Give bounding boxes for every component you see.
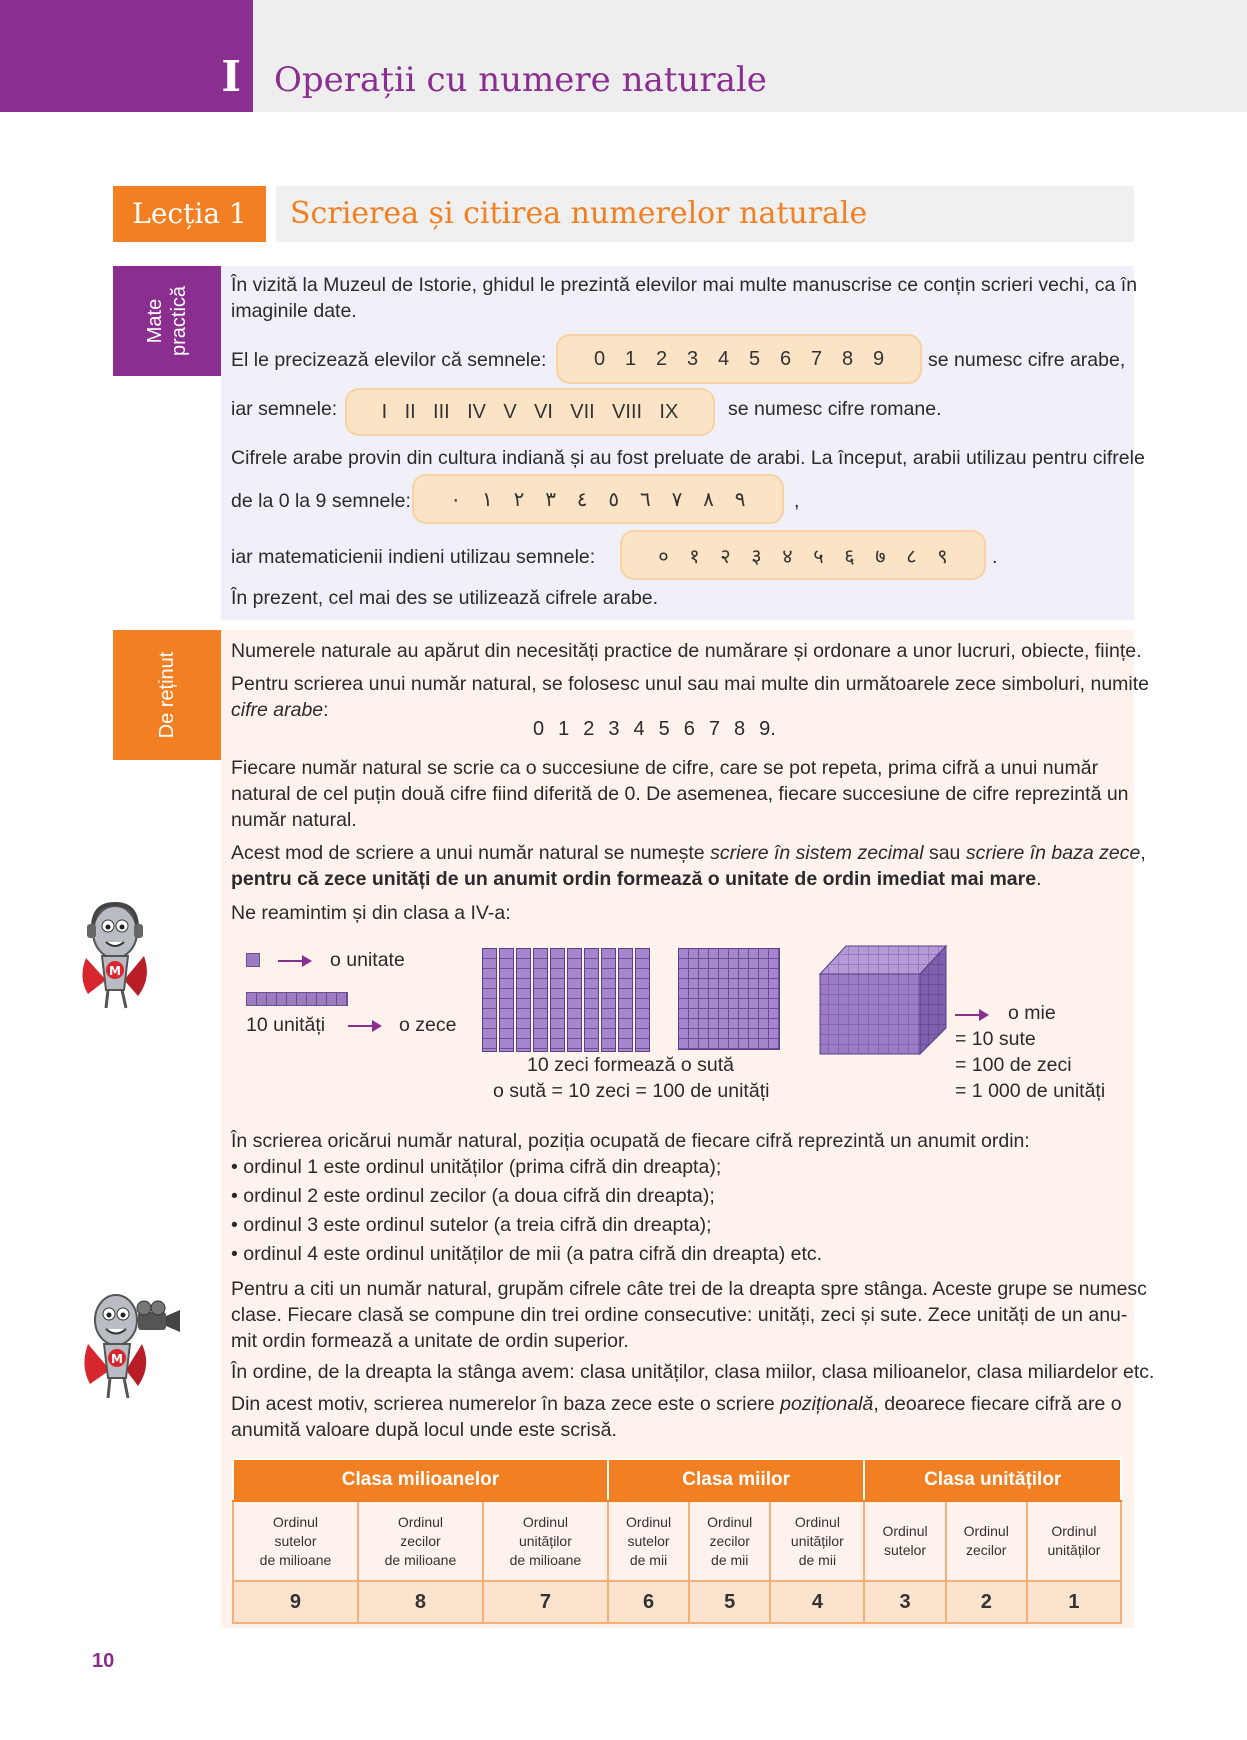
eastern-arabic-digit: ٨ (703, 488, 714, 511)
punct: , (1140, 842, 1146, 864)
chapter-number: I (221, 52, 241, 101)
arrow-icon (348, 1025, 380, 1027)
roman-intro: iar semnele: (231, 398, 338, 420)
retin-p6-l2: clase. Fiecare clasă se compune din trei ordine consecutive: unități, zeci și sute. Zece unități de un anu- (231, 1304, 1128, 1326)
arabic-digits-scroll (556, 334, 922, 384)
text: Din acest motiv, scrierea numerelor în baza zece este o scriere (231, 1393, 781, 1415)
mascot-camera-icon (80, 1286, 184, 1404)
retin-p8-l1 (231, 1391, 1122, 1417)
page-number: 10 (92, 1650, 115, 1672)
de-retinut-tab-label: De reținut (156, 651, 178, 739)
devanagari-digit: १ (689, 545, 700, 568)
arabic-digit: 7 (810, 347, 823, 370)
arabic-digit: 9 (872, 347, 885, 370)
retin-p2b (231, 697, 329, 723)
unit-cube (246, 953, 260, 967)
svg-text:M: M (111, 1352, 123, 1366)
thousand-cube (818, 944, 948, 1056)
retin-p7: În ordine, de la dreapta la stânga avem: clasa unităților, clasa miilor, clasa milioanelor, clasa miliardelor etc. (231, 1361, 1155, 1383)
italic-term: scriere în baza zece (965, 842, 1141, 864)
mascot-headphones-icon (76, 898, 154, 1016)
digit-cell: 6 (608, 1581, 689, 1623)
digits-row (533, 718, 790, 741)
eastern-arabic-digit: ٠ (450, 488, 462, 511)
ten-rod-vertical (618, 948, 633, 1052)
digit: 7 (708, 718, 720, 740)
digit: 3 (608, 718, 620, 740)
order-cell: Ordinul sutelor de mii (608, 1501, 689, 1581)
digit-cell: 4 (770, 1581, 864, 1623)
ten-rod-vertical (533, 948, 548, 1052)
retin-p4-l1 (231, 840, 1146, 866)
digit-cell: 5 (689, 1581, 770, 1623)
eastern-arabic-digit: ٤ (576, 488, 588, 511)
eastern-arabic-digit: ٩ (734, 488, 746, 511)
arabic-digit: 8 (841, 347, 854, 370)
thousand-label-4: = 1 000 de unități (955, 1080, 1106, 1102)
roman-digit: IX (659, 400, 679, 423)
arabic-digit: 0 (593, 347, 606, 370)
ten-rod-vertical (482, 948, 497, 1052)
order-cell: Ordinul zecilor de mii (689, 1501, 770, 1581)
devanagari-digit: २ (720, 545, 731, 568)
class-header: Clasa miilor (608, 1459, 865, 1501)
digit: 4 (633, 718, 645, 740)
roman-digit: VI (534, 400, 553, 423)
roman-digits-scroll (345, 388, 715, 436)
text: sau (923, 842, 966, 864)
punct: . (1036, 868, 1042, 890)
digit: 8 (734, 718, 746, 740)
retin-p3-l2: natural de cel puțin două cifre fiind diferită de 0. De asemenea, fiecare succesiune de cifre reprezintă un (231, 783, 1129, 805)
text: Acest mod de scriere a unui număr natural se numește (231, 842, 711, 864)
thousand-label-3: = 100 de zeci (955, 1054, 1072, 1076)
chapter-number-box (0, 0, 253, 112)
arabic-digit: 5 (748, 347, 761, 370)
punct: : (323, 699, 329, 721)
order-cell: Ordinul zecilor (946, 1501, 1027, 1581)
tab-label-line: Mate (144, 298, 166, 344)
digit: 0 (533, 718, 545, 740)
order-cell: Ordinul unităților de mii (770, 1501, 864, 1581)
digit: 6 (683, 718, 695, 740)
ten-rod-vertical (601, 948, 616, 1052)
roman-digit: IV (467, 400, 486, 423)
italic-term: pozițională (780, 1393, 874, 1415)
ten-rod (246, 992, 348, 1006)
devanagari-digit: ९ (937, 545, 948, 568)
order-cell: Ordinul unităților (1027, 1501, 1121, 1581)
digit: 1 (558, 718, 570, 740)
roman-digit: I (381, 400, 388, 423)
period: . (992, 546, 998, 568)
order-item: • ordinul 1 este ordinul unităților (prima cifră din dreapta); (231, 1156, 722, 1178)
present-text: În prezent, cel mai des se utilizează cifrele arabe. (231, 587, 659, 609)
origin-text-2: de la 0 la 9 semnele: (231, 490, 411, 512)
de-retinut-tab (113, 630, 221, 760)
eastern-arabic-digit: ٣ (545, 488, 556, 511)
comma: , (794, 490, 800, 512)
arabic-digit: 2 (655, 347, 668, 370)
digit-cell: 2 (946, 1581, 1027, 1623)
order-cell: Ordinul sutelor de milioane (233, 1501, 358, 1581)
arrow-icon (278, 960, 310, 962)
order-item: • ordinul 2 este ordinul zecilor (a doua cifră din dreapta); (231, 1185, 715, 1207)
italic-term: scriere în sistem zecimal (710, 842, 924, 864)
arabic-digit: 1 (624, 347, 637, 370)
devanagari-digit: ७ (875, 545, 886, 568)
retin-p6-l3: mit ordin formează a unitate de ordin superior. (231, 1330, 629, 1352)
roman-digit: V (503, 400, 517, 423)
eastern-arabic-digit: ٢ (513, 488, 525, 511)
arabic-digit: 4 (717, 347, 730, 370)
mate-practica-tab-label (143, 286, 191, 356)
lesson-title: Scrierea și citirea numerelor naturale (290, 196, 868, 231)
ten-rod-vertical (499, 948, 514, 1052)
mate-practica-tab (113, 266, 221, 376)
retin-p4-l2 (231, 866, 1041, 892)
order-cell: Ordinul unităților de milioane (483, 1501, 608, 1581)
devanagari-digit: ५ (813, 545, 824, 568)
arabic-digit: 3 (686, 347, 699, 370)
order-cell: Ordinul sutelor (864, 1501, 945, 1581)
digit-cell: 3 (864, 1581, 945, 1623)
retin-p3-l1: Fiecare număr natural se scrie ca o succesiune de cifre, care se pot repeta, prima cifră a unui număr (231, 757, 1099, 779)
orders-intro: În scrierea oricărui număr natural, poziția ocupată de fiecare cifră reprezintă un anumit ordin: (231, 1130, 1030, 1152)
devanagari-digit: ३ (751, 545, 762, 568)
order-item: • ordinul 3 este ordinul sutelor (a treia cifră din dreapta); (231, 1214, 712, 1236)
arabic-intro: El le precizează elevilor că semnele: (231, 349, 547, 371)
roman-digit: III (433, 400, 450, 423)
arabic-after: se numesc cifre arabe, (928, 349, 1126, 371)
devanagari-digit: ० (658, 545, 669, 568)
lesson-label: Lecția 1 (113, 186, 266, 242)
hundred-label-1: 10 zeci formează o sută (527, 1054, 735, 1076)
intro-text: În vizită la Muzeul de Istorie, ghidul le prezintă elevilor mai multe manuscrise ce conțin scrieri vechi, ca în (231, 274, 1138, 296)
classes-table (232, 1458, 1122, 1624)
ten-rod-vertical (550, 948, 565, 1052)
bold-statement: pentru că zece unități de un anumit ordin formează o unitate de ordin imediat mai mare (231, 868, 1037, 890)
svg-text:M: M (109, 964, 121, 978)
eastern-arabic-digit: ٥ (608, 488, 620, 511)
eastern-arabic-digit: ٦ (639, 488, 651, 511)
italic-term: cifre arabe (231, 699, 324, 721)
arabic-digit: 6 (779, 347, 792, 370)
roman-digit: II (404, 400, 416, 423)
order-item: • ordinul 4 este ordinul unităților de mii (a patra cifră din dreapta) etc. (231, 1243, 823, 1265)
indian-intro: iar matematicienii indieni utilizau semnele: (231, 546, 596, 568)
digit-cell: 8 (358, 1581, 483, 1623)
eastern-arabic-scroll (412, 474, 784, 524)
ten-rod-vertical (567, 948, 582, 1052)
digit: 9. (759, 718, 776, 740)
devanagari-digit: ८ (906, 545, 917, 568)
roman-after: se numesc cifre romane. (728, 398, 942, 420)
eastern-arabic-digit: ٧ (671, 488, 683, 511)
devanagari-scroll (620, 530, 986, 580)
retin-p5: Ne reamintim și din clasa a IV-a: (231, 902, 511, 924)
chapter-title: Operații cu numere naturale (274, 60, 767, 100)
digit-cell: 9 (233, 1581, 358, 1623)
ten-label: o zece (399, 1014, 457, 1036)
ten-rod-vertical (635, 948, 650, 1052)
hundred-flat (678, 948, 780, 1050)
unit-label: o unitate (330, 949, 405, 971)
ten-rod-vertical (584, 948, 599, 1052)
ten-units-label: 10 unități (246, 1014, 326, 1036)
thousand-label-2: = 10 sute (955, 1028, 1036, 1050)
retin-p3-l3: număr natural. (231, 809, 357, 831)
retin-p8-l2: anumită valoare după locul unde este scrisă. (231, 1419, 617, 1441)
origin-text: Cifrele arabe provin din cultura indiană și au fost preluate de arabi. La început, arabii utilizau pentru cifrele (231, 447, 1145, 469)
digit-cell: 7 (483, 1581, 608, 1623)
tab-label-line: practică (168, 285, 190, 357)
order-cell: Ordinul zecilor de milioane (358, 1501, 483, 1581)
retin-p1: Numerele naturale au apărut din necesități practice de numărare și ordonare a unor lucruri, obiecte, ființe. (231, 640, 1142, 662)
hundred-label-2: o sută = 10 zeci = 100 de unități (493, 1080, 770, 1102)
roman-digit: VII (570, 400, 595, 423)
class-header: Clasa unităților (864, 1459, 1121, 1501)
devanagari-digit: ६ (844, 545, 855, 568)
ten-rod-vertical (516, 948, 531, 1052)
lesson-title-bar (276, 186, 1134, 242)
retin-p2a: Pentru scrierea unui număr natural, se folosesc unul sau mai multe din următoarele zece simboluri, numite (231, 673, 1150, 695)
digit: 2 (583, 718, 595, 740)
arrow-icon (955, 1014, 987, 1016)
class-header: Clasa milioanelor (233, 1459, 608, 1501)
roman-digit: VIII (612, 400, 643, 423)
intro-text-2: imaginile date. (231, 300, 357, 322)
digit-cell: 1 (1027, 1581, 1121, 1623)
retin-p6-l1: Pentru a citi un număr natural, grupăm cifrele câte trei de la dreapta spre stânga. Aceste grupe se numesc (231, 1278, 1147, 1300)
thousand-label-1: o mie (1008, 1002, 1056, 1024)
text: , deoarece fiecare cifră are o (873, 1393, 1122, 1415)
devanagari-digit: ४ (782, 545, 793, 568)
digit: 5 (658, 718, 670, 740)
eastern-arabic-digit: ١ (482, 488, 493, 511)
